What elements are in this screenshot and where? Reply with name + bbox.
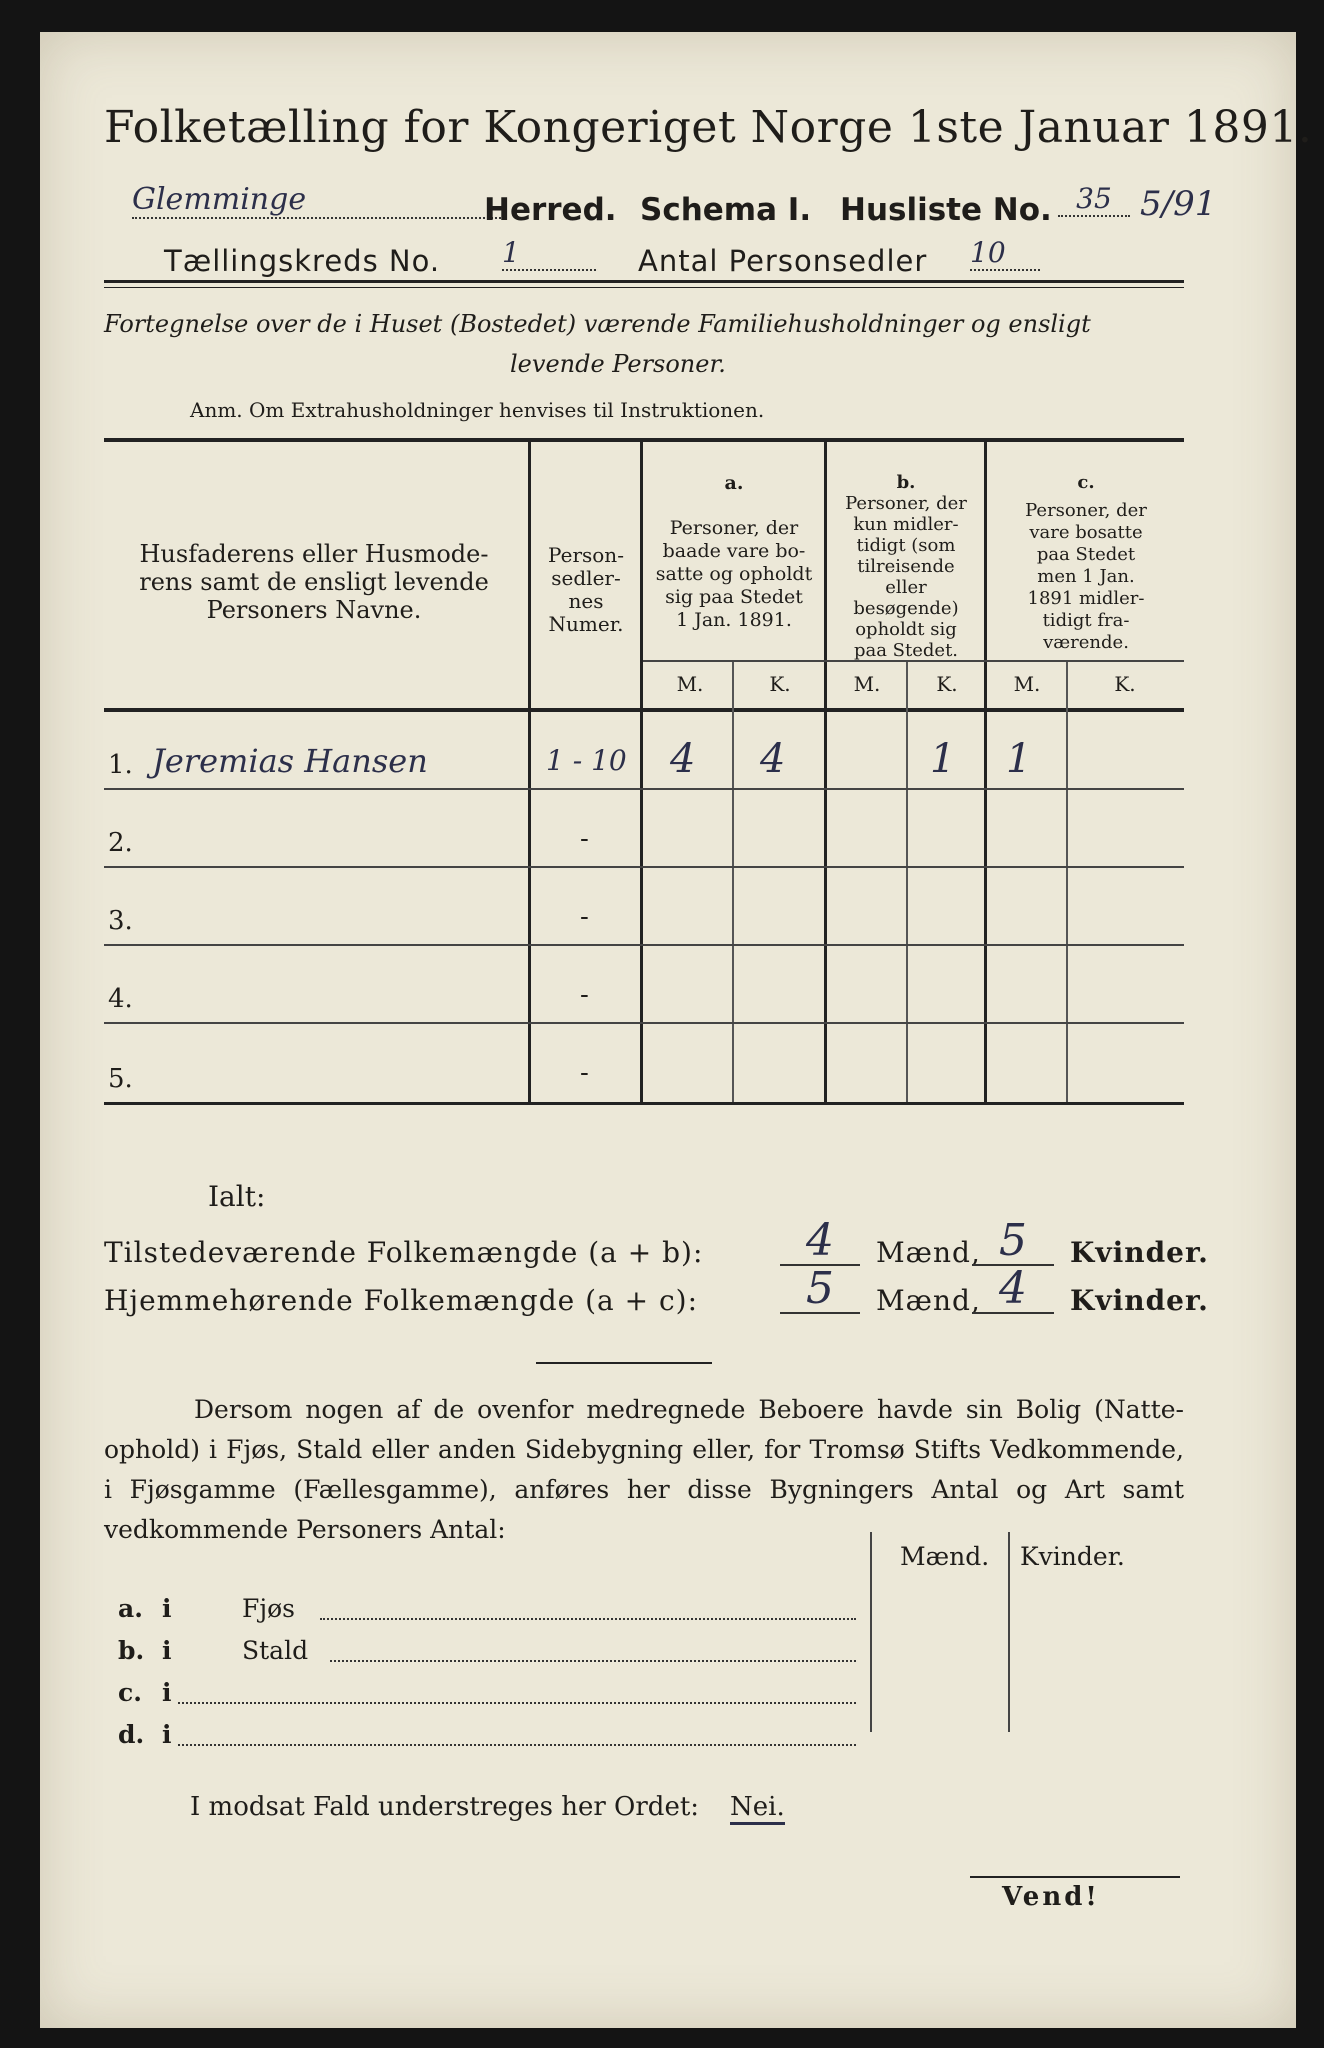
hjemmehorende-kvinder-value: 4	[972, 1266, 1054, 1314]
col-header-b: b. Personer, der kun midler- tidigt (som tilreisende eller besøgende) opholdt sig paa Stedet.	[845, 472, 967, 661]
a-m-value: 4	[670, 736, 696, 782]
building-letter: a.	[118, 1594, 143, 1623]
c-m-value: 1	[1006, 736, 1032, 782]
col-divider-2	[640, 442, 643, 1102]
person-numbers: -	[580, 902, 589, 932]
row-3-line	[104, 944, 1184, 946]
person-numbers: -	[580, 980, 589, 1010]
buildings-paragraph: Dersom nogen af de ovenfor medregnede Beboere havde sin Bolig (Natte-ophold) i Fjøs, Stald eller anden Sidebygning eller, for Tromsø Stifts Vedkommende, i Fjøsgamme (Fællesgamme), anføres her disse Bygningers Antal og Art samt vedkommende Personers Antal:	[104, 1395, 1184, 1544]
building-dots	[320, 1618, 856, 1620]
table-top-rule	[104, 438, 1184, 442]
census-form-page	[40, 32, 1313, 2028]
sedler-label: Antal Personsedler	[638, 244, 928, 278]
col-header-c: c. Personer, der vare bosatte paa Stedet men 1 Jan. 1891 midler- tidigt fra- værende.	[1025, 472, 1147, 653]
buildings-col-kvinder: Kvinder.	[1020, 1542, 1125, 1571]
row-1-line	[104, 788, 1184, 790]
a-k-header: K.	[769, 672, 791, 696]
herred-label: Herred.	[484, 192, 617, 228]
c-k-header: K.	[1114, 672, 1136, 696]
col-header-names: Husfaderens eller Husmode- rens samt de ensligt levende Personers Navne.	[139, 540, 489, 624]
person-numbers: -	[580, 1058, 589, 1088]
buildings-col-divider-2	[1008, 1532, 1010, 1732]
buildings-col-maend: Mænd.	[900, 1542, 990, 1571]
table-header-rule	[104, 708, 1184, 712]
row-4-line	[104, 1022, 1184, 1024]
buildings-col-divider-1	[870, 1532, 872, 1732]
herred-value: Glemminge	[132, 182, 504, 219]
a-m-header: M.	[676, 672, 704, 696]
col-divider-4	[984, 442, 987, 1102]
maend-label: Mænd,	[876, 1236, 981, 1269]
maend-label: Mænd,	[876, 1284, 981, 1317]
b-k-value: 1	[930, 736, 956, 782]
b-k-header: K.	[936, 672, 958, 696]
building-dots	[330, 1660, 856, 1662]
tilstedevaerende-maend-value: 4	[780, 1218, 860, 1266]
building-letter: d.	[118, 1720, 145, 1749]
hjemmehorende-maend-value: 5	[780, 1266, 860, 1314]
section-divider	[536, 1362, 712, 1364]
intro-line-1: Fortegnelse over de i Huset (Bostedet) værende Familiehusholdninger og ensligt	[104, 310, 1091, 338]
tilstedevaerende-label: Tilstedeværende Folkemængde (a + b):	[104, 1236, 704, 1269]
col-header-numer: Person- sedler- nes Numer.	[548, 543, 624, 636]
person-numbers: -	[580, 824, 589, 854]
nei-word: Nei.	[730, 1792, 785, 1825]
husliste-value: 35	[1058, 182, 1130, 217]
household-name: Jeremias Hansen	[152, 742, 428, 780]
kreds-label: Tællingskreds No.	[164, 244, 441, 278]
col-divider-1	[528, 442, 531, 1102]
c-m-header: M.	[1013, 672, 1041, 696]
table-bottom-rule	[104, 1102, 1184, 1105]
building-letter: c.	[118, 1678, 142, 1707]
husliste-label: Husliste No.	[840, 192, 1052, 228]
a-k-value: 4	[760, 736, 786, 782]
row-number: 2.	[108, 828, 133, 858]
vend-label: Vend!	[1002, 1882, 1100, 1912]
col-header-a: a. Personer, der baade vare bo- satte og opholdt sig paa Stedet 1 Jan. 1891.	[655, 472, 813, 631]
anm-note: Anm. Om Extrahusholdninger henvises til Instruktionen.	[190, 398, 765, 422]
person-numbers: 1 - 10	[546, 744, 627, 777]
row-2-line	[104, 866, 1184, 868]
sub-divider-c	[1066, 662, 1068, 1102]
kreds-value: 1	[502, 236, 596, 271]
tilstedevaerende-kvinder-value: 5	[972, 1218, 1054, 1266]
form-title: Folketælling for Kongeriget Norge 1ste Januar 1891.	[104, 102, 1313, 153]
b-m-header: M.	[853, 672, 881, 696]
building-dots	[178, 1744, 856, 1746]
kvinder-label: Kvinder.	[1070, 1236, 1209, 1269]
husliste-note: 5/91	[1140, 184, 1217, 224]
kvinder-label: Kvinder.	[1070, 1284, 1209, 1317]
row-number: 5.	[108, 1064, 133, 1094]
sub-divider-b	[906, 662, 908, 1102]
sub-divider-a	[732, 662, 734, 1102]
modsat-text: I modsat Fald understreges her Ordet:	[190, 1792, 700, 1822]
building-prep: i	[162, 1720, 172, 1749]
ialt-label: Ialt:	[208, 1180, 266, 1213]
building-prep: i	[162, 1678, 172, 1707]
col-divider-3	[824, 442, 827, 1102]
row-number: 1.	[108, 750, 133, 780]
building-prep: i	[162, 1636, 172, 1665]
building-label: Fjøs	[242, 1594, 295, 1623]
intro-line-2: levende Personer.	[510, 350, 726, 378]
building-prep: i	[162, 1594, 172, 1623]
vend-rule	[970, 1876, 1180, 1878]
building-dots	[178, 1702, 856, 1704]
header-rule	[104, 280, 1184, 283]
building-letter: b.	[118, 1636, 145, 1665]
schema-label: Schema I.	[640, 192, 812, 228]
hjemmehorende-label: Hjemmehørende Folkemængde (a + c):	[104, 1284, 698, 1317]
header-rule-thin	[104, 287, 1184, 288]
row-number: 4.	[108, 984, 133, 1014]
row-number: 3.	[108, 906, 133, 936]
building-label: Stald	[242, 1636, 309, 1665]
sedler-value: 10	[970, 236, 1040, 271]
